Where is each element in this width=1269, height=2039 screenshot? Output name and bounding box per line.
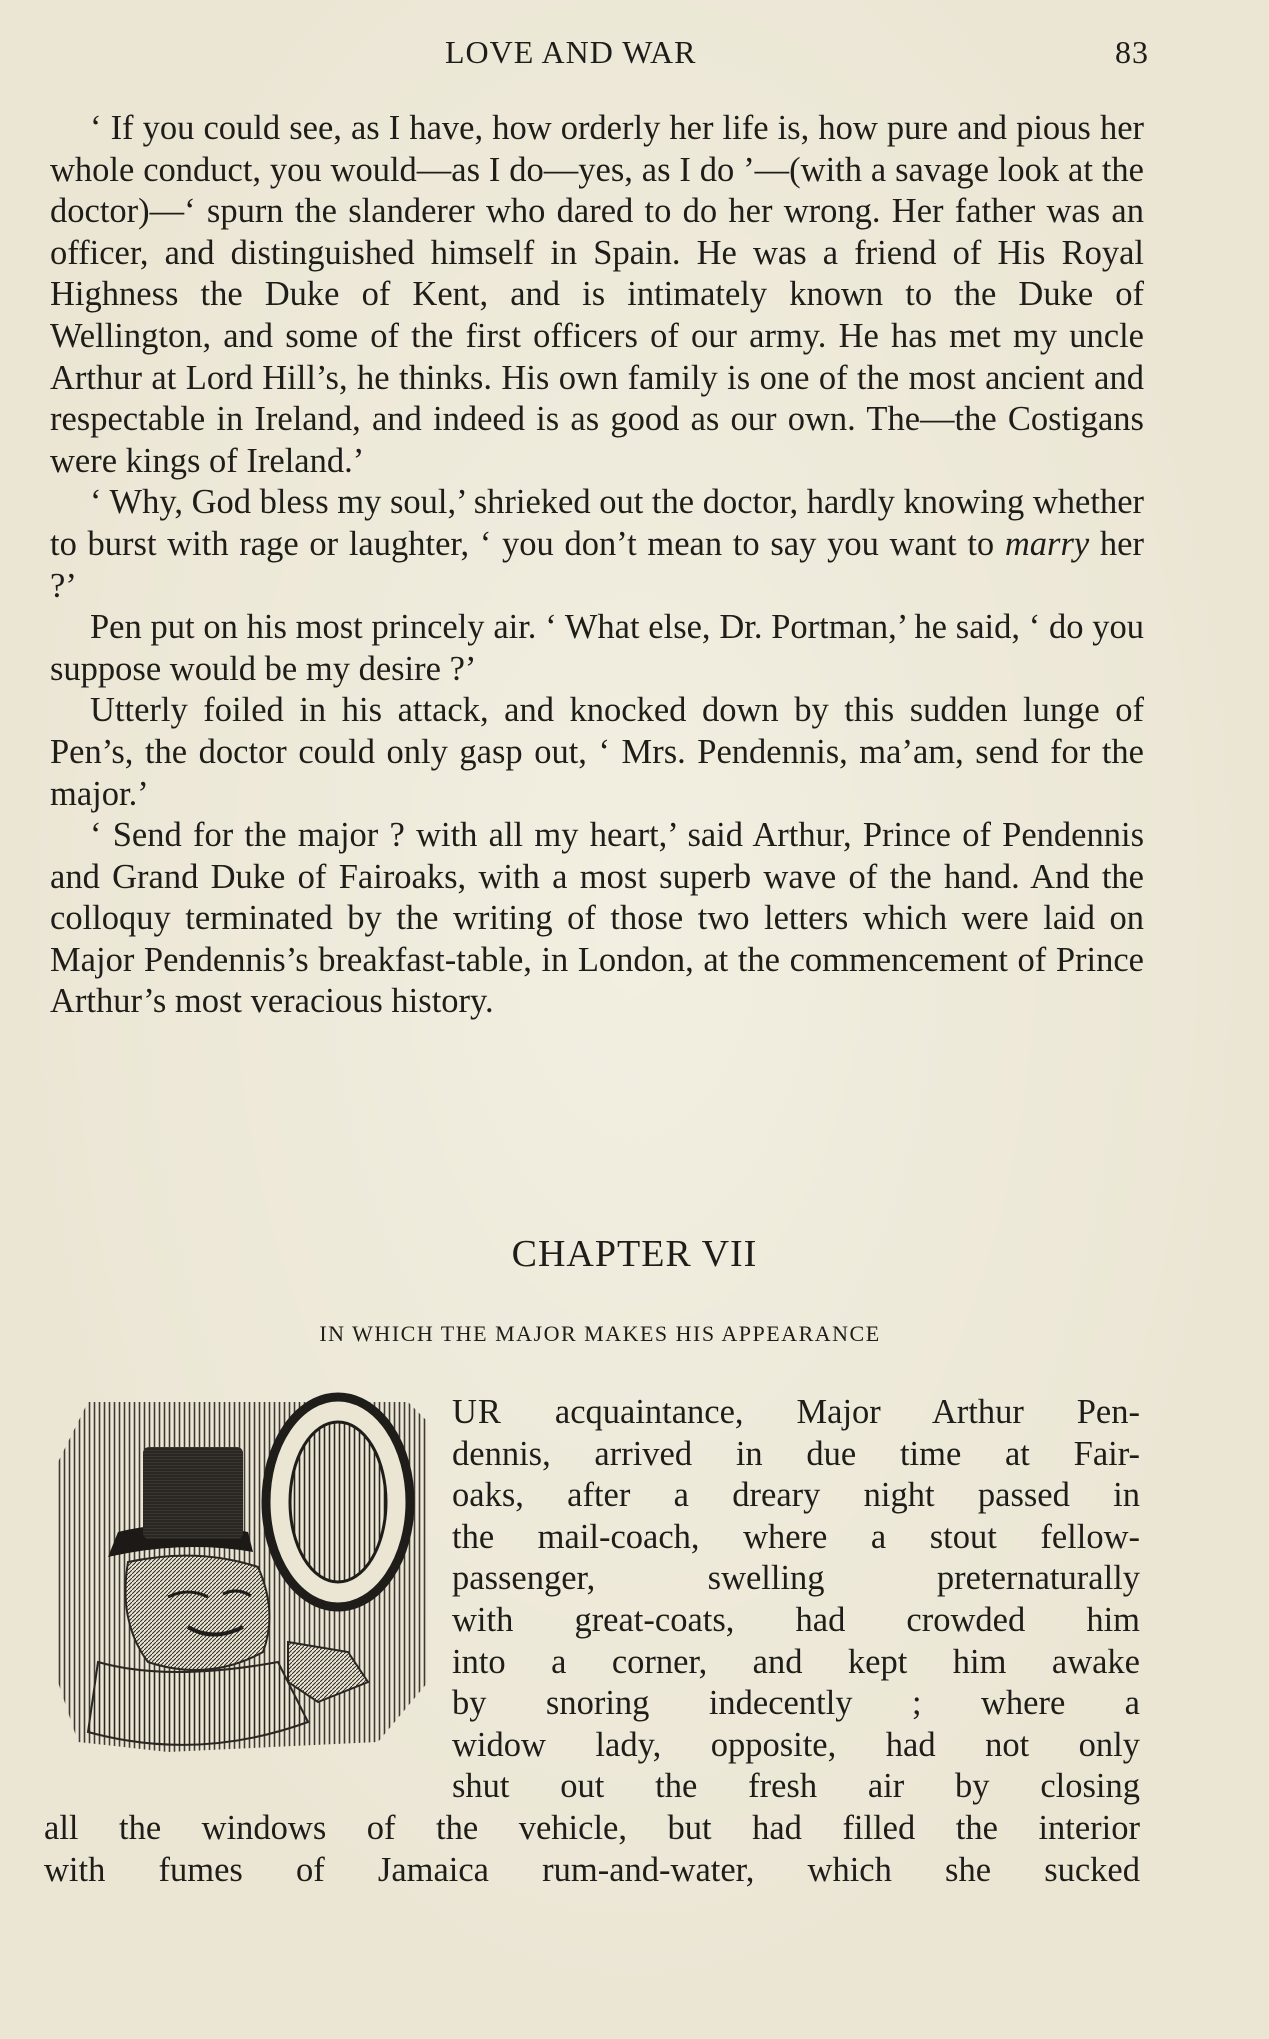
paragraph: Pen put on his most princely air. ‘ What else, Dr. Portman,’ he said, ‘ do you suppose would be my desire ?’ [50, 608, 1144, 688]
paragraph [50, 482, 1144, 607]
paragraph-text: ‘ Why, God bless my soul,’ shrieked out the doctor, hardly knowing whether to burst with rage or laughter, ‘ you don’t mean to say you want to [50, 483, 1144, 563]
text-line: passenger, swelling preternaturally [452, 1559, 1140, 1598]
text-line: with fumes of Jamaica rum-and-water, which she sucked [44, 1850, 1140, 1889]
text-line: into a corner, and kept him awake [452, 1642, 1140, 1681]
running-head [0, 34, 1269, 78]
paragraph-text-end: her ?’ [50, 524, 1144, 605]
italic-word: marry [1004, 524, 1090, 563]
line-text: acquaintance, Major Arthur Pen- [501, 1393, 1140, 1431]
text-line: all the windows of the vehicle, but had filled the interior [44, 1809, 1140, 1847]
text-line: the mail-coach, where a stout fellow- [452, 1517, 1140, 1556]
text-line: shut out the fresh air by closing [452, 1767, 1140, 1806]
running-title: LOVE AND WAR [445, 34, 697, 70]
text-line: oaks, after a dreary night passed in [452, 1476, 1140, 1515]
text-line [452, 1392, 1140, 1434]
text-line: with great-coats, had crowded him [452, 1600, 1140, 1639]
drop-cap-tail: UR [452, 1393, 502, 1431]
chapter-illustration-image [48, 1382, 438, 1774]
chapter-title: CHAPTER VII [511, 1233, 758, 1275]
body-text [50, 108, 1144, 1023]
paragraph: Utterly foiled in his attack, and knocked down by this sudden lunge of Pen’s, the doctor could only gasp out, ‘ Mrs. Pendennis, ma’am, send for the major.’ [50, 691, 1144, 813]
text-line: dennis, arrived in due time at Fair- [452, 1434, 1140, 1473]
chapter-opening-text [452, 1392, 1140, 1808]
chapter-continuation-text [44, 1808, 1140, 1891]
text-line: by snoring indecently ; where a [452, 1684, 1140, 1723]
paragraph: ‘ Send for the major ? with all my heart,’ said Arthur, Prince of Pendennis and Grand Duke of Fairoaks, with a most superb wave of the hand. And the colloquy terminated by the writing of those two letters which were laid on Major Pendennis’s breakfast-table, in London, at the commencement of Prince Arthur’s most veracious history. [50, 816, 1144, 1021]
page-number: 83 [1115, 34, 1149, 70]
text-line: widow lady, opposite, had not only [452, 1725, 1140, 1764]
chapter-subtitle: IN WHICH THE MAJOR MAKES HIS APPEARANCE [319, 1321, 881, 1346]
paragraph: ‘ If you could see, as I have, how orderly her life is, how pure and pious her whole conduct, you would—as I do—yes, as I do ’—(with a savage look at the doctor)—‘ spurn the slanderer who dared to do her wrong. Her father was an officer, and distinguished himself in Spain. He was a friend of His Royal Highness the Duke of Kent, and is intimately known to the Duke of Wellington, and some of the first officers of our army. He has met my uncle Arthur at Lord Hill’s, he thinks. His own family is one of the most ancient and respectable in Ireland, and indeed is as good as our own. The—the Costigans were kings of Ireland.’ [50, 109, 1144, 480]
